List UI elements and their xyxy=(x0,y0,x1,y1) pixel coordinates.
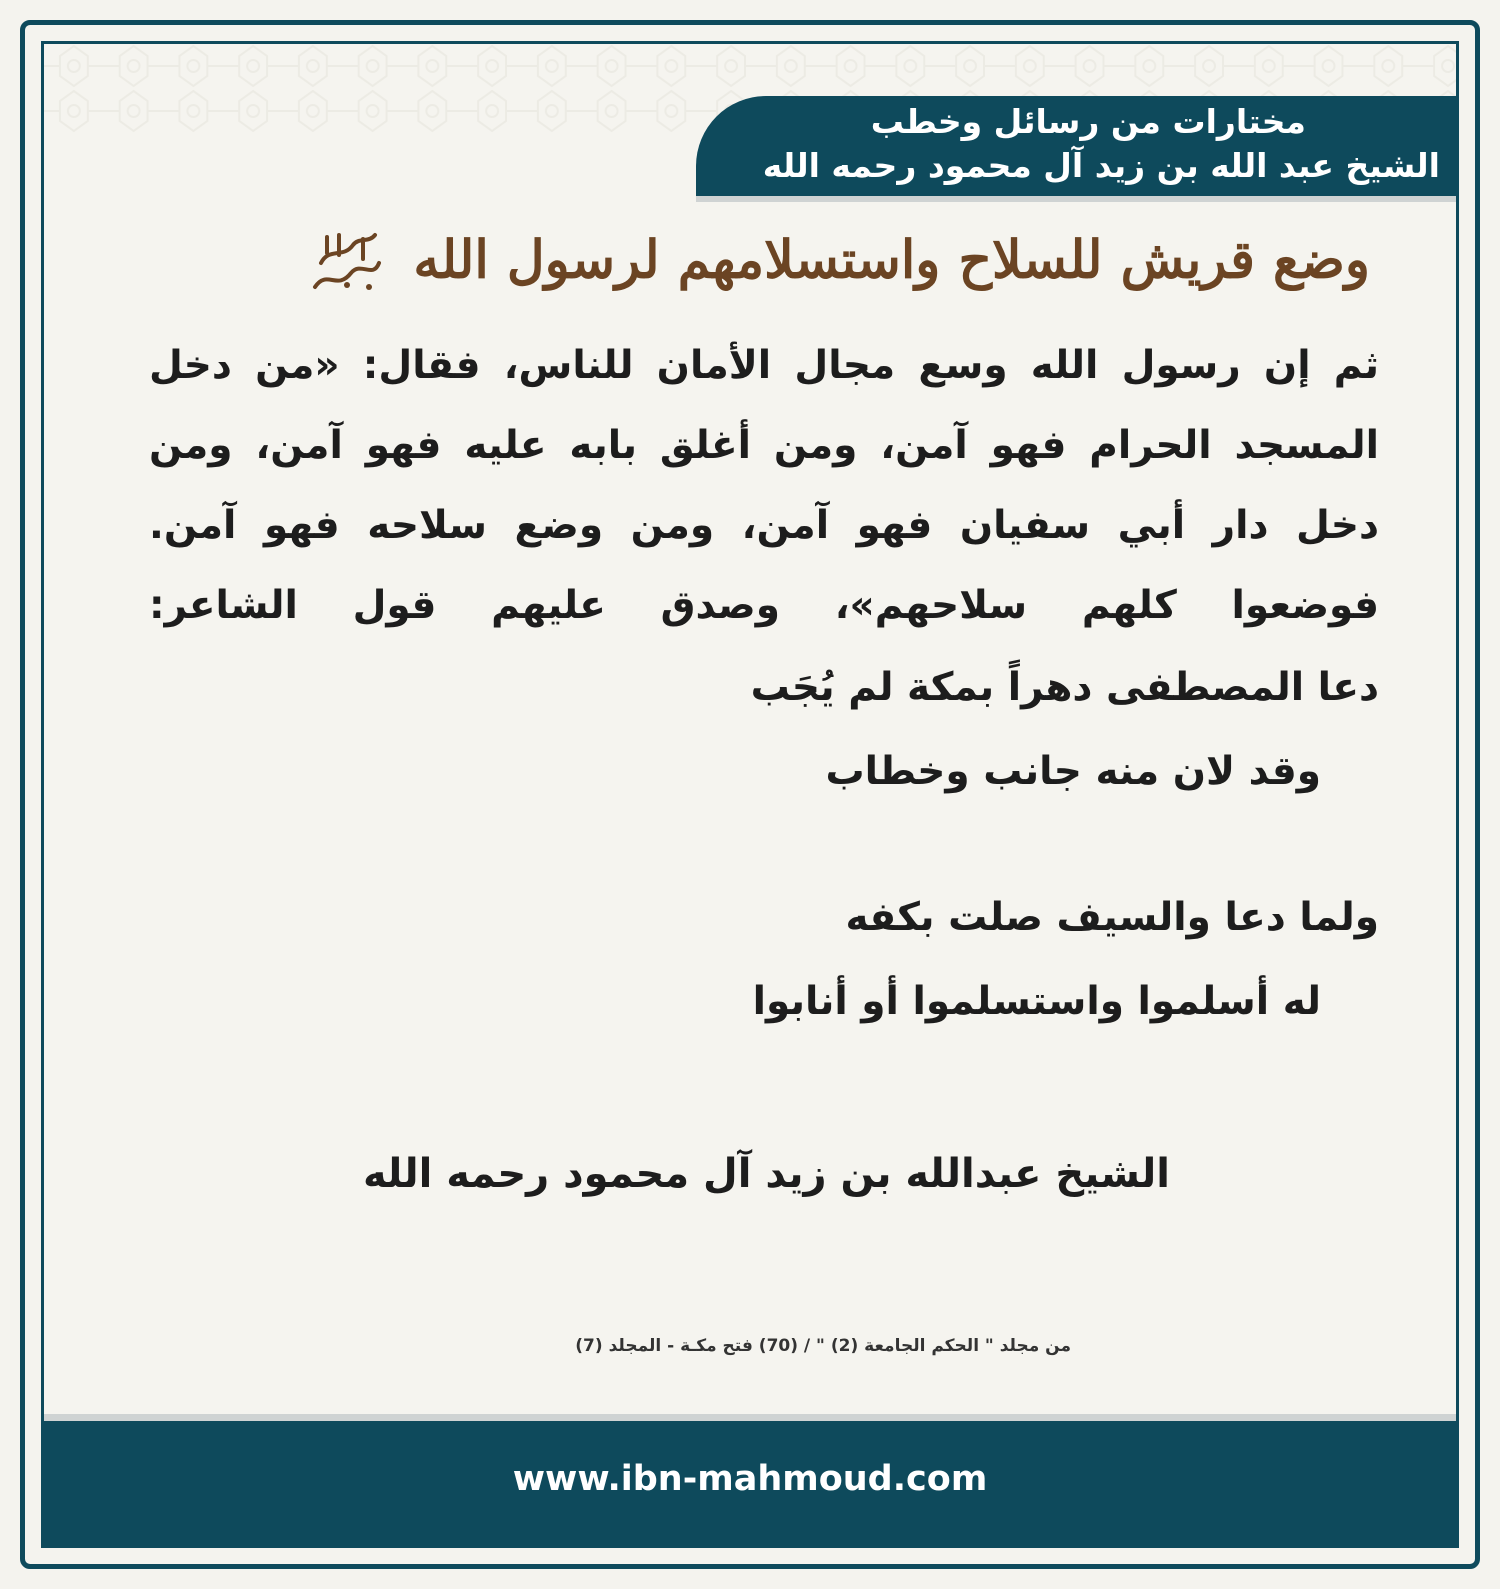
page-title xyxy=(120,229,1370,299)
header-band xyxy=(696,96,1456,196)
paragraph-line: ثم إن رسول الله وسع مجال الأمان للناس، فقال: «من دخل xyxy=(149,343,1379,388)
source-citation: من مجلد " الحكم الجامعة (2) " / (70) فتح مكـة - المجلد (7) xyxy=(575,1336,1071,1356)
honorific-calligraphy-icon xyxy=(307,229,385,299)
footer-band xyxy=(44,1421,1456,1545)
verse-1-line-2: وقد لان منه جانب وخطاب xyxy=(825,749,1321,794)
verse-2-line-2: له أسلموا واستسلموا أو أنابوا xyxy=(752,979,1321,1024)
paragraph-line: فوضعوا كلهم سلاحهم»، وصدق عليهم قول الشاعر: xyxy=(149,583,1379,628)
author-signature: الشيخ عبدالله بن زيد آل محمود رحمه الله xyxy=(363,1151,1170,1197)
verse-1-line-1: دعا المصطفى دهراً بمكة لم يُجَب xyxy=(750,665,1379,710)
paragraph-line: المسجد الحرام فهو آمن، ومن أغلق بابه عليه فهو آمن، ومن xyxy=(149,423,1379,468)
title-text: وضع قريش للسلاح واستسلامهم لرسول الله xyxy=(413,229,1370,291)
body-text xyxy=(149,326,1379,1044)
header-author: الشيخ عبد الله بن زيد آل محمود رحمه الله xyxy=(762,146,1440,185)
paragraph-line: دخل دار أبي سفيان فهو آمن، ومن وضع سلاحه فهو آمن. xyxy=(149,503,1379,548)
card xyxy=(41,41,1459,1548)
website-link[interactable]: www.ibn-mahmoud.com xyxy=(512,1459,988,1499)
header-series-title: مختارات من رسائل وخطب xyxy=(870,102,1306,141)
verse-2-line-1: ولما دعا والسيف صلت بكفه xyxy=(845,895,1379,940)
